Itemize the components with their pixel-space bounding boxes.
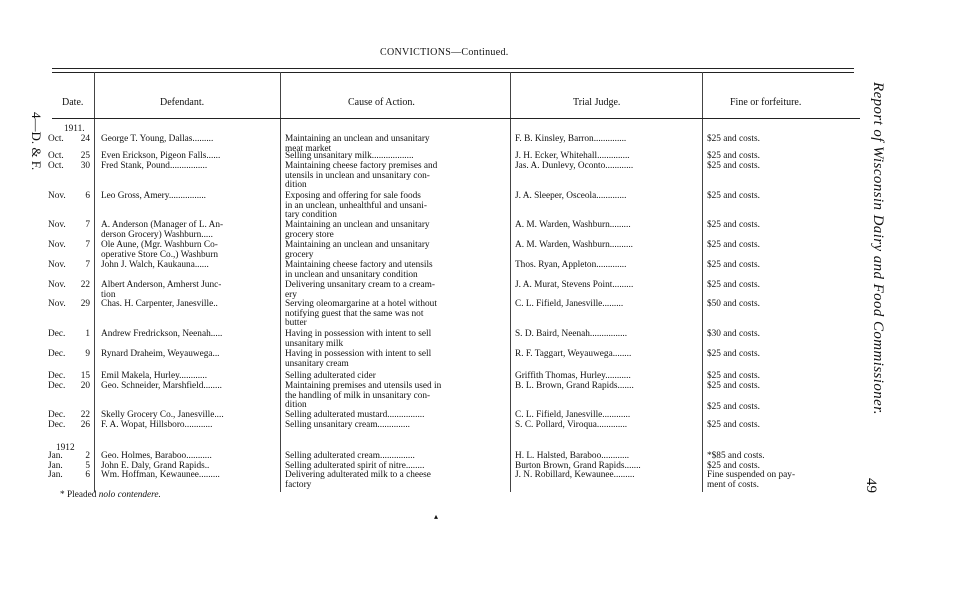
cause-cell: Maintaining an unclean and unsanitary grocery [285,240,430,260]
judge-cell: S. C. Pollard, Viroqua............. [515,420,628,430]
date-day: 22 [80,410,90,420]
date-month: Oct. [48,151,64,161]
date-day: 30 [80,161,90,171]
defendant-cell: John E. Daly, Grand Rapids.. [101,461,210,471]
date-day: 7 [85,220,90,230]
defendant-cell: George T. Young, Dallas......... [101,134,214,144]
fine-cell: $30 and costs. [707,329,760,339]
defendant-cell: Even Erickson, Pigeon Falls...... [101,151,221,161]
cause-cell: Exposing and offering for sale foods in an unclean, unhealthful and unsani- tary condition [285,191,427,221]
date-month: Dec. [48,349,66,359]
defendant-cell: Chas. H. Carpenter, Janesville.. [101,299,218,309]
judge-cell: J. N. Robillard, Kewaunee......... [515,470,635,480]
defendant-cell: Emil Makela, Hurley............ [101,371,208,381]
cause-cell: Maintaining an unclean and unsanitary meat market [285,134,430,154]
footnote [60,490,161,500]
cause-cell: Selling adulterated cider [285,371,376,381]
defendant-cell: A. Anderson (Manager of L. An- derson Grocery) Washburn..... [101,220,224,240]
cause-cell: Selling adulterated mustard................ [285,410,425,420]
judge-cell: A. M. Warden, Washburn.......... [515,240,633,250]
column-divider [94,72,95,492]
date-day: 5 [85,461,90,471]
page-number: 49 [863,478,879,493]
judge-cell: C. L. Fifield, Janesville............ [515,410,631,420]
judge-cell: S. D. Baird, Neenah................ [515,329,628,339]
fine-cell: $25 and costs. [707,161,760,171]
date-month: Nov. [48,280,66,290]
date-month: Nov. [48,260,66,270]
date-day: 24 [80,134,90,144]
fine-cell: Fine suspended on pay- ment of costs. [707,470,796,490]
date-day: 20 [80,381,90,391]
date-month: Nov. [48,240,66,250]
judge-cell: B. L. Brown, Grand Rapids....... [515,381,634,391]
defendant-cell: Wm. Hoffman, Kewaunee......... [101,470,220,480]
date-month: Nov. [48,220,66,230]
column-header-judge: Trial Judge. [573,97,621,108]
judge-cell: Jas. A. Dunlevy, Oconto............ [515,161,634,171]
date-month: Oct. [48,161,64,171]
date-day: 7 [85,260,90,270]
defendant-cell: Ole Aune, (Mgr. Washburn Co- operative Store Co.,) Washburn [101,240,219,260]
judge-cell: Thos. Ryan, Appleton............. [515,260,627,270]
page-header: CONVICTIONS—Continued. [380,47,509,58]
judge-cell: J. H. Ecker, Whitehall.............. [515,151,630,161]
column-header-rule [52,118,860,119]
date-day: 7 [85,240,90,250]
fine-cell: $25 and costs. [707,151,760,161]
date-month: Dec. [48,329,66,339]
date-day: 26 [80,420,90,430]
fine-cell: $25 and costs. [707,240,760,250]
cause-cell: Serving oleomargarine at a hotel without notifying guest that the same was not butter [285,299,437,329]
date-day: 1 [85,329,90,339]
cause-cell: Selling adulterated spirit of nitre........ [285,461,425,471]
cause-cell: Selling adulterated cream............... [285,451,415,461]
footnote-marker: * Pleaded [60,490,97,500]
date-month: Jan. [48,470,63,480]
fine-cell: *$85 and costs. [707,451,765,461]
cause-cell: Selling unsanitary milk.................. [285,151,414,161]
date-day: 6 [85,470,90,480]
fine-cell: $25 and costs. [707,402,760,412]
date-day: 9 [85,349,90,359]
running-title: Report of Wisconsin Dairy and Food Commissioner. [870,82,886,415]
fine-cell: $25 and costs. [707,260,760,270]
column-header-fine: Fine or forfeiture. [730,97,802,108]
date-month: Dec. [48,371,66,381]
fine-cell: $25 and costs. [707,220,760,230]
defendant-cell: Andrew Fredrickson, Neenah..... [101,329,223,339]
cause-cell: Maintaining cheese factory and utensils in unclean and unsanitary condition [285,260,433,280]
column-header-date: Date. [62,97,84,108]
defendant-cell: John J. Walch, Kaukauna...... [101,260,209,270]
year-label: 1911. [64,124,85,134]
date-month: Nov. [48,191,66,201]
cause-cell: Maintaining premises and utensils used in the handling of milk in unsanitary con- dition [285,381,442,411]
column-header-cause: Cause of Action. [348,97,415,108]
judge-cell: H. L. Halsted, Baraboo............ [515,451,630,461]
defendant-cell: Skelly Grocery Co., Janesville.... [101,410,224,420]
cause-cell: Maintaining an unclean and unsanitary grocery store [285,220,430,240]
date-month: Oct. [48,134,64,144]
date-month: Dec. [48,381,66,391]
fine-cell: $25 and costs. [707,191,760,201]
judge-cell: C. L. Fifield, Janesville......... [515,299,624,309]
judge-cell: Burton Brown, Grand Rapids....... [515,461,641,471]
cause-cell: Having in possession with intent to sell unsanitary milk [285,329,432,349]
date-day: 22 [80,280,90,290]
fine-cell: $25 and costs. [707,420,760,430]
judge-cell: J. A. Murat, Stevens Point......... [515,280,634,290]
header-rule [52,68,854,69]
fine-cell: $25 and costs. [707,371,760,381]
column-divider [510,72,511,492]
date-month: Jan. [48,461,63,471]
date-month: Dec. [48,410,66,420]
printer-mark: ▴ [434,512,439,521]
defendant-cell: Rynard Draheim, Weyauwega... [101,349,220,359]
date-month: Jan. [48,451,63,461]
cause-cell: Maintaining cheese factory premises and utensils in unclean and unsanitary con- dition [285,161,438,191]
judge-cell: J. A. Sleeper, Osceola............. [515,191,627,201]
header-rule-double [52,72,854,73]
fine-cell: $25 and costs. [707,134,760,144]
column-header-defendant: Defendant. [160,97,205,108]
fine-cell: $25 and costs. [707,349,760,359]
year-label: 1912 [56,443,75,453]
defendant-cell: Albert Anderson, Amherst Junc- tion [101,280,222,300]
judge-cell: F. B. Kinsley, Barron.............. [515,134,627,144]
defendant-cell: Geo. Schneider, Marshfield........ [101,381,222,391]
date-day: 29 [80,299,90,309]
cause-cell: Selling unsanitary cream.............. [285,420,410,430]
defendant-cell: Leo Gross, Amery................ [101,191,207,201]
signature-mark: 4—D. & F. [29,112,44,171]
date-day: 2 [85,451,90,461]
cause-cell: Having in possession with intent to sell unsanitary cream [285,349,432,369]
judge-cell: R. F. Taggart, Weyauwega........ [515,349,632,359]
fine-cell: $25 and costs. [707,381,760,391]
defendant-cell: Geo. Holmes, Baraboo........... [101,451,212,461]
cause-cell: Delivering adulterated milk to a cheese factory [285,470,431,490]
date-month: Nov. [48,299,66,309]
date-day: 6 [85,191,90,201]
defendant-cell: Fred Stank, Pound................ [101,161,208,171]
date-day: 15 [80,371,90,381]
judge-cell: A. M. Warden, Washburn......... [515,220,631,230]
fine-cell: $50 and costs. [707,299,760,309]
footnote-phrase: nolo contendere. [98,490,161,500]
fine-cell: $25 and costs. [707,461,760,471]
date-month: Dec. [48,420,66,430]
cause-cell: Delivering unsanitary cream to a cream- ery [285,280,435,300]
fine-cell: $25 and costs. [707,280,760,290]
defendant-cell: F. A. Wopat, Hillsboro............ [101,420,213,430]
date-day: 25 [80,151,90,161]
judge-cell: Griffith Thomas, Hurley........... [515,371,631,381]
